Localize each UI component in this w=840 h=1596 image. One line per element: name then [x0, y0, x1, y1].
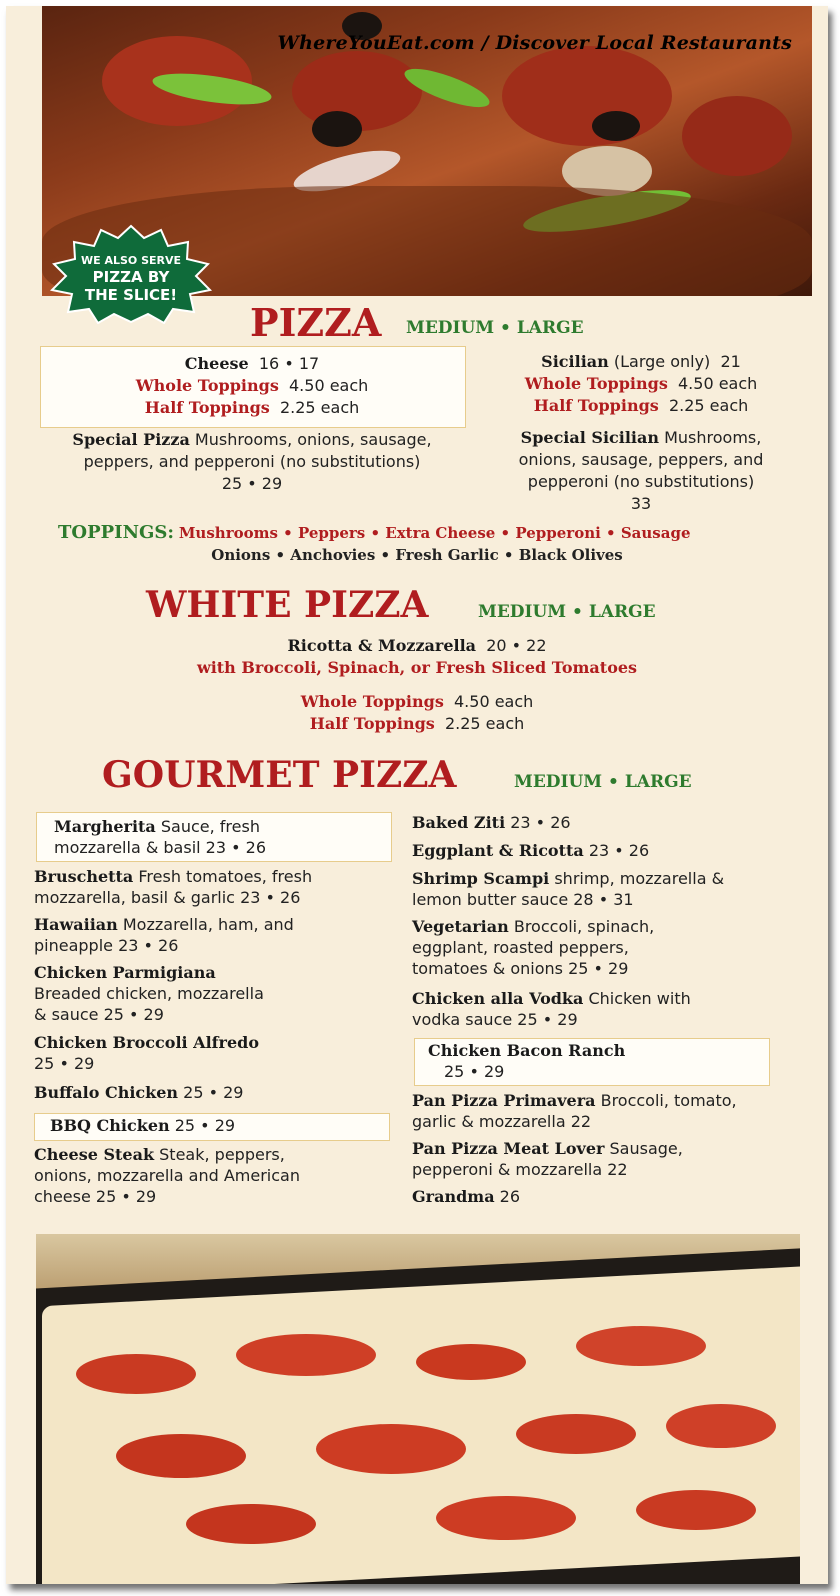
white-half-toppings-label: Half Toppings	[309, 714, 435, 733]
item-desc: Fresh tomatoes, fresh	[133, 867, 313, 886]
item-desc: Steak, peppers,	[154, 1145, 285, 1164]
item-name: Hawaiian	[34, 915, 118, 934]
item-name: Buffalo Chicken	[34, 1083, 179, 1102]
white-whole-toppings-price: 4.50 each	[454, 692, 534, 711]
white-pizza-with: with Broccoli, Spinach, or Fresh Sliced Tomatoes	[196, 658, 638, 677]
item-desc: 25 • 29	[444, 1062, 505, 1081]
item-name: Chicken Parmigiana	[34, 963, 216, 982]
gourmet-pizza-sizes: MEDIUM • LARGE	[514, 772, 692, 792]
half-toppings-line	[40, 398, 464, 417]
item-name: Pan Pizza Meat Lover	[412, 1139, 605, 1158]
item-desc: shrimp, mozzarella &	[549, 869, 725, 888]
white-half-toppings-line	[6, 714, 828, 733]
badge-line-3: THE SLICE!	[84, 286, 178, 304]
white-half-toppings-price: 2.25 each	[444, 714, 525, 733]
whole-toppings-line	[40, 376, 464, 395]
item-desc: onions, mozzarella and American	[34, 1166, 300, 1185]
badge-line-2: PIZZA BY	[92, 268, 170, 286]
toppings-line1	[58, 522, 691, 543]
item-name: Chicken Bacon Ranch	[428, 1041, 626, 1060]
special-pizza-desc1: Mushrooms, onions, sausage,	[194, 430, 432, 449]
menu-page	[6, 6, 828, 1584]
item-name: BBQ Chicken	[50, 1116, 170, 1135]
item-desc: Broccoli, tomato,	[595, 1091, 737, 1110]
special-sicilian-name: Special Sicilian	[520, 428, 660, 447]
item-desc: pepperoni & mozzarella 22	[412, 1160, 628, 1179]
item-desc: lemon butter sauce 28 • 31	[412, 890, 634, 909]
gourmet-item-vegetarian	[412, 916, 654, 979]
sicilian-name: Sicilian	[541, 352, 609, 371]
gourmet-item-pan-pizza-primavera	[412, 1090, 737, 1132]
gourmet-item-margherita	[54, 816, 266, 858]
whole-toppings-price-2: 4.50 each	[678, 374, 758, 393]
item-desc: Sausage,	[604, 1139, 683, 1158]
special-sicilian-line1	[490, 428, 792, 447]
white-pizza-title: WHITE PIZZA	[146, 584, 429, 626]
pizza-section-title: PIZZA	[250, 300, 382, 345]
white-whole-toppings-label: Whole Toppings	[300, 692, 444, 711]
item-desc: pineapple 23 • 26	[34, 936, 179, 955]
special-sicilian-line3: pepperoni (no substitutions)	[527, 472, 755, 491]
gourmet-item-chicken-bacon-ranch	[428, 1040, 625, 1082]
gourmet-item-chicken-parmigiana	[34, 962, 264, 1025]
gourmet-item-bruschetta	[34, 866, 312, 908]
item-desc: mozzarella, basil & garlic 23 • 26	[34, 888, 301, 907]
item-desc: garlic & mozzarella 22	[412, 1112, 592, 1131]
white-pizza-sizes: MEDIUM • LARGE	[478, 602, 656, 622]
half-toppings-price: 2.25 each	[279, 398, 360, 417]
pizza-sizes: MEDIUM • LARGE	[406, 318, 584, 338]
item-desc: 23 • 26	[505, 813, 571, 832]
toppings-list-1: Mushrooms • Peppers • Extra Cheese • Pepperoni • Sausage	[178, 524, 691, 542]
gourmet-pizza-title: GOURMET PIZZA	[102, 754, 457, 796]
ricotta-price: 20 • 22	[486, 636, 547, 655]
whole-toppings-label: Whole Toppings	[135, 376, 279, 395]
whole-toppings-line-2	[490, 374, 792, 393]
item-desc: 25 • 29	[178, 1083, 244, 1102]
gourmet-item-cheese-steak	[34, 1144, 300, 1207]
gourmet-item-baked-ziti	[412, 812, 571, 833]
half-toppings-line-2	[490, 396, 792, 415]
item-desc: Breaded chicken, mozzarella	[34, 984, 264, 1003]
special-sicilian-line2: onions, sausage, peppers, and	[518, 450, 764, 469]
gourmet-item-bbq-chicken	[50, 1115, 235, 1136]
half-toppings-label: Half Toppings	[144, 398, 270, 417]
cheese-line	[40, 354, 464, 373]
gourmet-item-chicken-alla-vodka	[412, 988, 691, 1030]
special-sicilian-desc1: Mushrooms,	[664, 428, 762, 447]
item-name: Baked Ziti	[412, 813, 506, 832]
item-desc: 25 • 29	[34, 1054, 95, 1073]
item-name: Vegetarian	[412, 917, 509, 936]
gourmet-item-grandma	[412, 1186, 520, 1207]
half-toppings-label-2: Half Toppings	[533, 396, 659, 415]
item-desc: cheese 25 • 29	[34, 1187, 157, 1206]
item-desc: Broccoli, spinach,	[508, 917, 655, 936]
item-name: Chicken Broccoli Alfredo	[34, 1033, 260, 1052]
gourmet-item-shrimp-scampi	[412, 868, 724, 910]
watermark-text: WhereYouEat.com / Discover Local Restaurants	[277, 32, 792, 54]
item-name: Chicken alla Vodka	[412, 989, 584, 1008]
item-desc: Mozzarella, ham, and	[117, 915, 294, 934]
item-desc: 26	[494, 1187, 521, 1206]
item-name: Pan Pizza Primavera	[412, 1091, 596, 1110]
special-pizza-line2: peppers, and pepperoni (no substitutions)	[83, 452, 421, 471]
item-desc: 23 • 26	[583, 841, 650, 860]
cheese-name: Cheese	[184, 354, 249, 373]
sicilian-note: (Large only)	[613, 352, 711, 371]
gourmet-item-eggplant-ricotta	[412, 840, 649, 861]
item-name: Grandma	[412, 1187, 495, 1206]
item-desc: eggplant, roasted peppers,	[412, 938, 629, 957]
item-desc: 25 • 29	[169, 1116, 236, 1135]
badge-line-1: WE ALSO SERVE	[80, 254, 182, 267]
special-pizza-name: Special Pizza	[72, 430, 190, 449]
gourmet-item-hawaiian	[34, 914, 294, 956]
item-desc: Sauce, fresh	[155, 817, 260, 836]
cheese-price: 16 • 17	[258, 354, 320, 373]
item-name: Cheese Steak	[34, 1145, 155, 1164]
by-the-slice-badge	[48, 224, 214, 324]
item-name: Margherita	[54, 817, 156, 836]
toppings-label: TOPPINGS:	[58, 522, 175, 543]
special-pizza-line1	[36, 430, 468, 449]
white-whole-toppings-line	[6, 692, 828, 711]
sicilian-price: 21	[720, 352, 741, 371]
ricotta-name: Ricotta & Mozzarella	[287, 636, 477, 655]
whole-toppings-price: 4.50 each	[289, 376, 369, 395]
ricotta-line	[6, 636, 828, 655]
item-desc: & sauce 25 • 29	[34, 1005, 164, 1024]
gourmet-item-chicken-broccoli-alfredo	[34, 1032, 259, 1074]
item-desc: vodka sauce 25 • 29	[412, 1010, 578, 1029]
item-name: Eggplant & Ricotta	[412, 841, 584, 860]
sicilian-line	[490, 352, 792, 371]
special-sicilian-price: 33	[630, 494, 652, 513]
whole-toppings-label-2: Whole Toppings	[524, 374, 668, 393]
pizza-photo-bottom	[36, 1234, 800, 1584]
gourmet-item-buffalo-chicken	[34, 1082, 243, 1103]
special-pizza-price: 25 • 29	[221, 474, 283, 493]
item-desc: Chicken with	[583, 989, 691, 1008]
gourmet-item-pan-pizza-meat-lover	[412, 1138, 683, 1180]
item-desc: mozzarella & basil 23 • 26	[54, 838, 266, 857]
toppings-list-2: Onions • Anchovies • Fresh Garlic • Black Olives	[211, 546, 623, 564]
item-desc: tomatoes & onions 25 • 29	[412, 959, 629, 978]
half-toppings-price-2: 2.25 each	[668, 396, 749, 415]
item-name: Bruschetta	[34, 867, 134, 886]
item-name: Shrimp Scampi	[412, 869, 550, 888]
